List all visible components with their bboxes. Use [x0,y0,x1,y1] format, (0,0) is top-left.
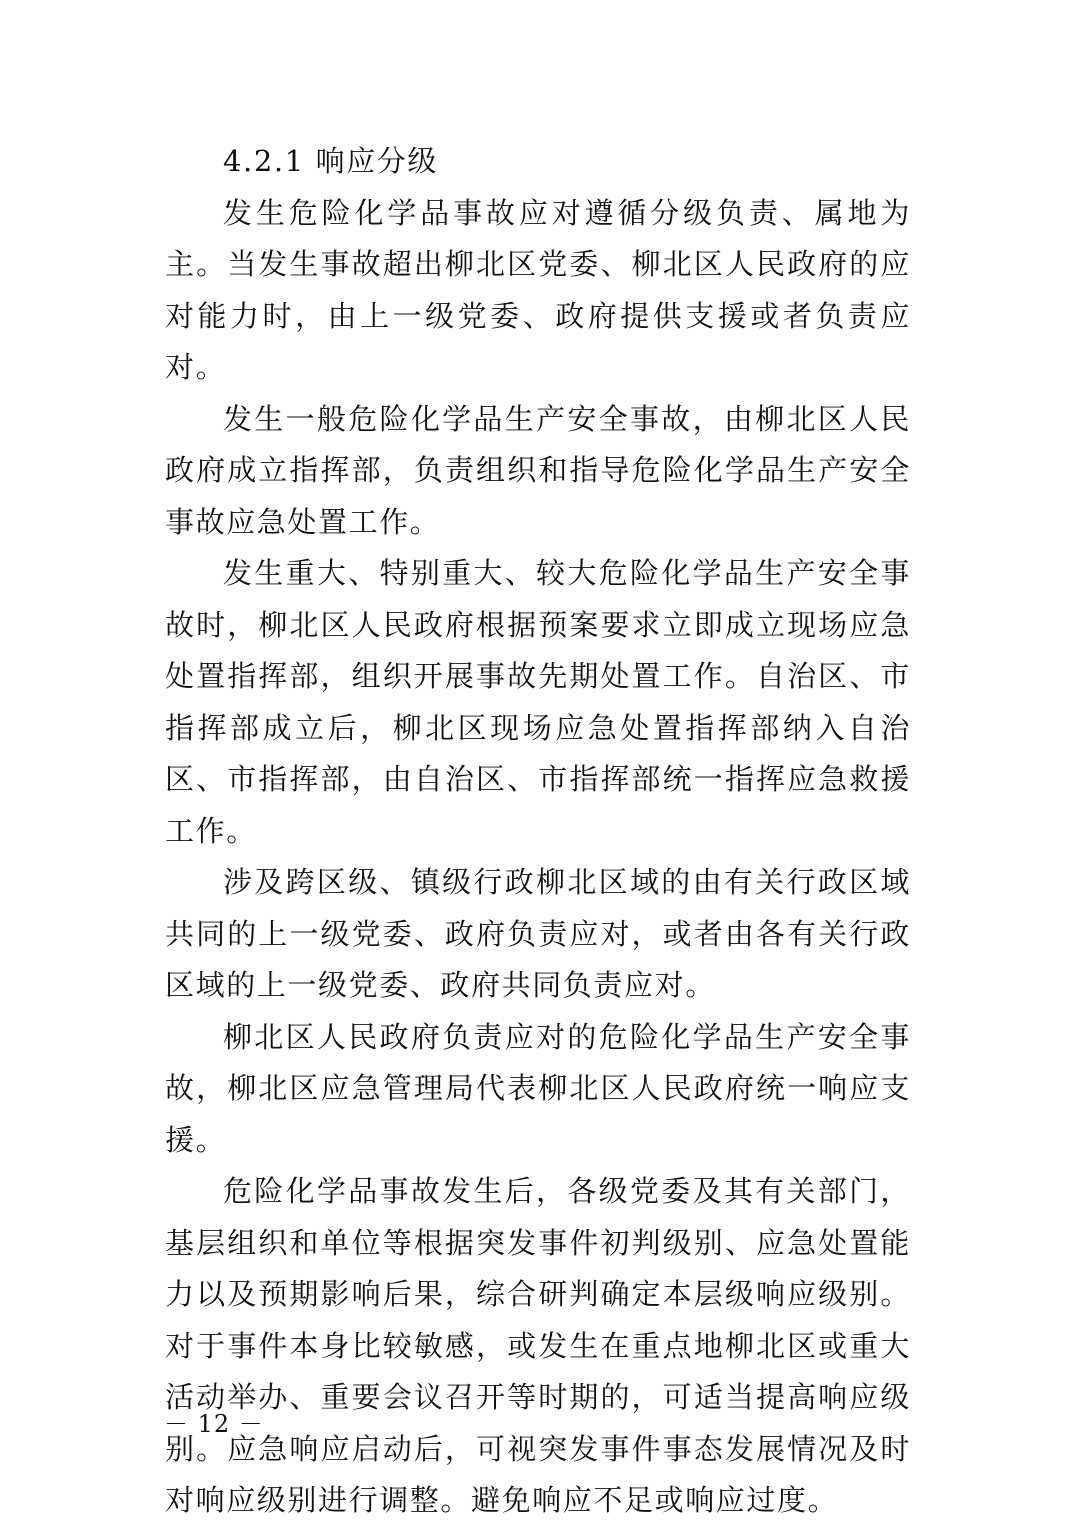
paragraph-major-accident: 发生重大、特别重大、较大危险化学品生产安全事故时，柳北区人民政府根据预案要求立即成立现场应急处置指挥部，组织开展事故先期处置工作。自治区、市指挥部成立后，柳北区现场应急处置指挥部纳入自治区、市指挥部，由自治区、市指挥部统一指挥应急救援工作。 [165,556,911,848]
paragraph-emergency-bureau: 柳北区人民政府负责应对的危险化学品生产安全事故，柳北区应急管理局代表柳北区人民政府统一响应支援。 [165,1019,911,1157]
page-number: － 12 － [164,1410,264,1438]
paragraph-response-level-adjustment: 危险化学品事故发生后，各级党委及其有关部门，基层组织和单位等根据突发事件初判级别、应急处置能力以及预期影响后果，综合研判确定本层级响应级别。对于事件本身比较敏感，或发生在重点地柳北区或重大活动举办、重要会议召开等时期的，可适当提高响应级别。应急响应启动后，可视突发事件事态发展情况及时对响应级别进行调整。避免响应不足或响应过度。 [165,1174,911,1517]
document-body [165,136,911,1527]
paragraph-cross-region: 涉及跨区级、镇级行政柳北区域的由有关行政区域共同的上一级党委、政府负责应对，或者由各有关行政区域的上一级党委、政府共同负责应对。 [165,865,911,1002]
paragraph-general-accident: 发生一般危险化学品生产安全事故，由柳北区人民政府成立指挥部，负责组织和指导危险化学品生产安全事故应急处置工作。 [165,401,911,539]
paragraph-response-principle: 发生危险化学品事故应对遵循分级负责、属地为主。当发生事故超出柳北区党委、柳北区人民政府的应对能力时，由上一级党委、政府提供支援或者负责应对。 [165,195,911,384]
section-heading: 4.2.1 响应分级 [223,144,439,178]
